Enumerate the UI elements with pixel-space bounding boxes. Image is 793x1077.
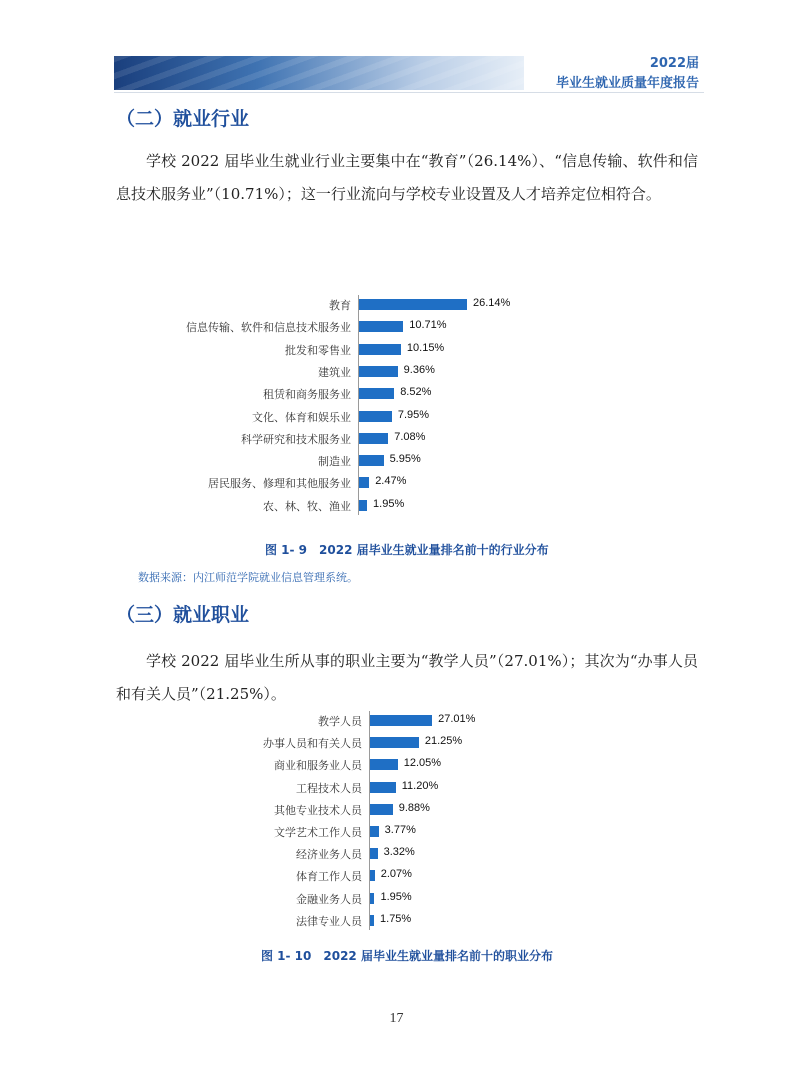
bar-value-label: 11.20% [401, 779, 439, 792]
bar-value-label: 26.14% [472, 297, 511, 309]
bar-category-label: 商业和服务业人员 [274, 759, 362, 773]
bar-value-label: 1.75% [380, 912, 412, 925]
bar-category-label: 制造业 [318, 455, 351, 469]
bar-category-label: 金融业务人员 [296, 892, 362, 906]
header-year: 2022届 [649, 56, 699, 71]
bar-category-label: 教学人员 [318, 715, 362, 728]
bar [370, 893, 374, 904]
bar-value-label: 1.95% [380, 890, 412, 903]
bar-value-label: 27.01% [438, 713, 476, 725]
bar [370, 782, 396, 793]
bar-value-label: 12.05% [403, 757, 442, 770]
bar-category-label: 信息传输、软件和信息技术服务业 [186, 321, 351, 335]
bar-value-label: 2.47% [375, 475, 407, 488]
section-title-occupation: （三）就业职业 [116, 604, 250, 626]
bar-value-label: 21.25% [424, 735, 463, 748]
bar-value-label: 3.77% [384, 824, 416, 836]
bar-category-label: 体育工作人员 [296, 870, 362, 884]
paragraph-occupation: 学校 2022 届毕业生所从事的职业主要为“教学人员”（27.01%）；其次为“办事人员和有关人员”（21.25%）。 [116, 652, 698, 703]
bar-value-label: 7.95% [397, 408, 430, 421]
header-report-title: 毕业生就业质量年度报告 [555, 76, 699, 91]
bar-category-label: 批发和零售业 [285, 343, 351, 357]
bar-value-label: 2.07% [380, 868, 412, 881]
bar-value-label: 9.36% [403, 363, 435, 376]
bar-category-label: 工程技术人员 [296, 781, 362, 795]
bar-value-label: 9.88% [398, 801, 430, 814]
bar-category-label: 经济业务人员 [296, 848, 362, 862]
bar-category-label: 办事人员和有关人员 [263, 737, 362, 751]
section-title-industry: （二）就业行业 [116, 108, 250, 130]
bar-value-label: 3.32% [383, 846, 415, 859]
data-source-note: 数据来源：内江师范学院就业信息管理系统。 [138, 571, 358, 584]
bar [370, 715, 432, 726]
bar-value-label: 10.71% [409, 319, 447, 332]
bar-value-label: 7.08% [394, 430, 426, 443]
bar-category-label: 居民服务、修理和其他服务业 [208, 477, 351, 491]
bar-category-label: 文化、体育和娱乐业 [252, 410, 351, 424]
bar-value-label: 5.95% [389, 453, 421, 466]
bar [370, 759, 398, 770]
bar-category-label: 租赁和商务服务业 [263, 388, 351, 402]
occupation-chart-caption: 图 1- 10 2022 届毕业生就业量排名前十的职业分布 [261, 949, 553, 963]
bar-category-label: 文学艺术工作人员 [274, 826, 362, 839]
bar-value-label: 8.52% [400, 386, 432, 399]
bar-value-label: 1.95% [373, 497, 405, 510]
bar-category-label: 科学研究和技术服务业 [241, 432, 351, 446]
bar [370, 915, 374, 926]
bar-category-label: 其他专业技术人员 [274, 803, 362, 817]
bar [370, 737, 419, 748]
page-number: 17 [389, 1011, 404, 1026]
industry-chart-caption: 图 1- 9 2022 届毕业生就业量排名前十的行业分布 [265, 543, 549, 557]
bar-category-label: 教育 [329, 299, 351, 312]
bar [370, 826, 379, 837]
bar [370, 804, 393, 815]
bar-category-label: 建筑业 [318, 365, 351, 379]
bar-value-label: 10.15% [406, 341, 445, 354]
bar [370, 848, 378, 859]
bar-category-label: 农、林、牧、渔业 [263, 499, 351, 513]
paragraph-industry: 学校 2022 届毕业生就业行业主要集中在“教育”（26.14%）、“信息传输、软件和信息技术服务业”（10.71%）；这一行业流向与学校专业设置及人才培养定位相符合。 [116, 152, 698, 203]
bar-category-label: 法律专业人员 [296, 914, 362, 928]
bar [370, 870, 375, 881]
